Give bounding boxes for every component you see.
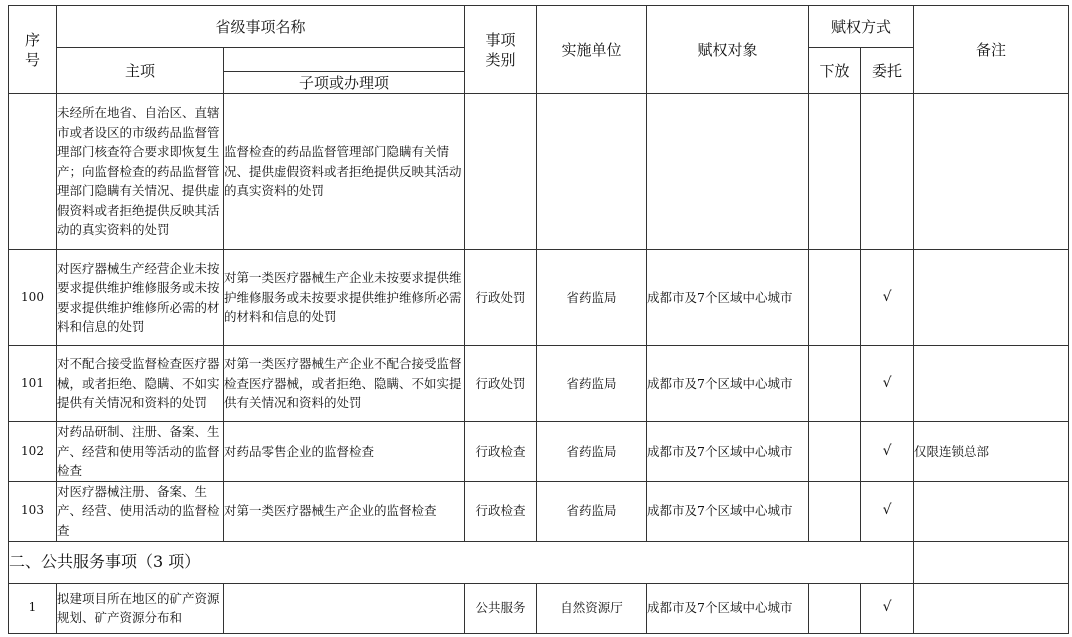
row-unit: 省药监局 (537, 346, 647, 422)
row-seq: 101 (9, 346, 57, 422)
row-target (647, 94, 809, 250)
row-delegate-down (809, 346, 861, 422)
row-remark (914, 250, 1069, 346)
row-delegate-down (809, 94, 861, 250)
header-delegate-down: 下放 (809, 48, 861, 94)
row-remark (914, 583, 1069, 633)
row-category: 行政处罚 (465, 346, 537, 422)
row-unit (537, 94, 647, 250)
row-category: 行政检查 (465, 481, 537, 541)
row-entrust: √ (861, 583, 914, 633)
row-sub-item: 对药品零售企业的监督检查 (224, 422, 465, 482)
header-unit: 实施单位 (537, 6, 647, 94)
row-main-item: 拟建项目所在地区的矿产资源规划、矿产资源分布和 (57, 583, 224, 633)
header-remark: 备注 (914, 6, 1069, 94)
table-row (9, 94, 1069, 250)
section-row (9, 541, 1069, 583)
row-seq: 103 (9, 481, 57, 541)
table-row (9, 481, 1069, 541)
header-name: 省级事项名称 (57, 6, 465, 48)
row-unit: 省药监局 (537, 481, 647, 541)
row-delegate-down (809, 422, 861, 482)
row-sub-item: 对第一类医疗器械生产企业的监督检查 (224, 481, 465, 541)
row-sub-item (224, 583, 465, 633)
header-main-item: 主项 (57, 48, 224, 94)
row-target: 成都市及7个区域中心城市 (647, 346, 809, 422)
row-seq: 102 (9, 422, 57, 482)
row-entrust: √ (861, 422, 914, 482)
row-category: 公共服务 (465, 583, 537, 633)
row-target: 成都市及7个区域中心城市 (647, 422, 809, 482)
row-category (465, 94, 537, 250)
row-main-item: 对医疗器械生产经营企业未按要求提供维护维修服务或未按要求提供维护维修所必需的材料和信息的处罚 (57, 250, 224, 346)
row-unit: 省药监局 (537, 250, 647, 346)
row-remark: 仅限连锁总部 (914, 422, 1069, 482)
row-entrust: √ (861, 481, 914, 541)
row-category: 行政处罚 (465, 250, 537, 346)
row-entrust: √ (861, 250, 914, 346)
row-sub-item: 对第一类医疗器械生产企业未按要求提供维护维修服务或未按要求提供维护维修所必需的材料和信息的处罚 (224, 250, 465, 346)
row-main-item: 对不配合接受监督检查医疗器械，或者拒绝、隐瞒、不如实提供有关情况和资料的处罚 (57, 346, 224, 422)
header-category: 事项类别 (465, 6, 537, 94)
row-category: 行政检查 (465, 422, 537, 482)
header-entrust: 委托 (861, 48, 914, 94)
header-sub-item-top (224, 48, 465, 72)
header-sub-item: 子项或办理项 (224, 72, 465, 94)
table-row (9, 346, 1069, 422)
row-seq (9, 94, 57, 250)
header-method: 赋权方式 (809, 6, 914, 48)
row-seq: 100 (9, 250, 57, 346)
row-seq: 1 (9, 583, 57, 633)
section-title: 二、公共服务事项（3 项） (9, 541, 914, 583)
row-sub-item: 对第一类医疗器械生产企业不配合接受监督检查医疗器械，或者拒绝、隐瞒、不如实提供有关情况和资料的处罚 (224, 346, 465, 422)
header-target: 赋权对象 (647, 6, 809, 94)
table-row (9, 422, 1069, 482)
row-unit: 自然资源厅 (537, 583, 647, 633)
row-delegate-down (809, 250, 861, 346)
row-main-item: 对医疗器械注册、备案、生产、经营、使用活动的监督检查 (57, 481, 224, 541)
row-remark (914, 481, 1069, 541)
row-target: 成都市及7个区域中心城市 (647, 481, 809, 541)
table-row (9, 583, 1069, 633)
row-target: 成都市及7个区域中心城市 (647, 250, 809, 346)
header-seq: 序号 (9, 6, 57, 94)
row-delegate-down (809, 481, 861, 541)
row-remark (914, 346, 1069, 422)
row-target: 成都市及7个区域中心城市 (647, 583, 809, 633)
delegation-table (8, 5, 1069, 634)
row-entrust: √ (861, 346, 914, 422)
row-sub-item: 监督检查的药品监督管理部门隐瞒有关情况、提供虚假资料或者拒绝提供反映其活动的真实资料的处罚 (224, 94, 465, 250)
row-entrust (861, 94, 914, 250)
row-remark (914, 94, 1069, 250)
section-remark (914, 541, 1069, 583)
row-main-item: 对药品研制、注册、备案、生产、经营和使用等活动的监督检查 (57, 422, 224, 482)
table-row (9, 250, 1069, 346)
row-unit: 省药监局 (537, 422, 647, 482)
row-main-item: 未经所在地省、自治区、直辖市或者设区的市级药品监督管理部门核查符合要求即恢复生产；向监督检查的药品监督管理部门隐瞒有关情况、提供虚假资料或者拒绝提供反映其活动的真实资料的处罚 (57, 94, 224, 250)
row-delegate-down (809, 583, 861, 633)
